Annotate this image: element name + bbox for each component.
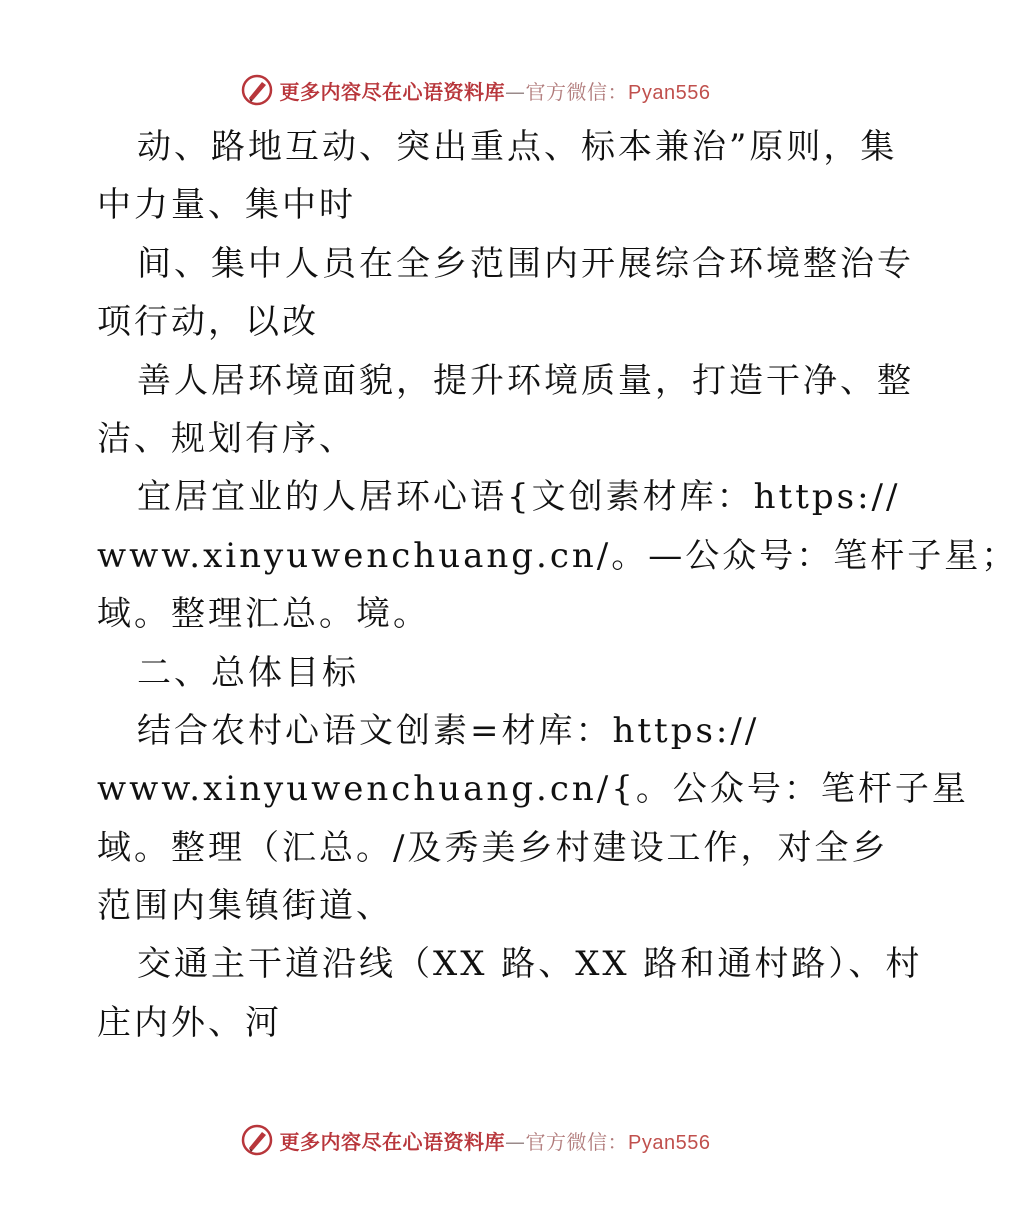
text-line: 域。整理汇总。境。 — [97, 594, 430, 635]
document-body — [97, 118, 1018, 1052]
text-line-url: www.xinyuwenchuang.cn/{。公众号：笔杆子星 — [97, 769, 969, 810]
footer-brand: 更多内容尽在心语资料库 — [279, 1129, 506, 1154]
footer-wechat-id: Pyan556 — [628, 1131, 711, 1154]
footer-dash: — — [505, 1129, 526, 1154]
header-brand: 更多内容尽在心语资料库 — [279, 79, 506, 104]
pen-logo-icon — [240, 73, 274, 107]
text-line: 中力量、集中时 — [97, 185, 356, 226]
text-line: 结合农村心语文创素=材库：https:// — [137, 710, 760, 751]
text-line: 善人居环境面貌，提升环境质量，打造干净、整 — [137, 360, 914, 401]
text-line-url: www.xinyuwenchuang.cn/。—公众号：笔杆子星； — [97, 535, 1018, 576]
text-line: 范围内集镇街道、 — [97, 886, 393, 927]
pen-logo-icon — [240, 1123, 274, 1157]
header-text — [280, 76, 711, 105]
text-line: 域。整理（汇总。/及秀美乡村建设工作，对全乡 — [97, 827, 889, 868]
text-line: 交通主干道沿线（XX 路、XX 路和通村路）、村 — [137, 944, 923, 985]
header-wechat-label: 官方微信： — [525, 79, 629, 104]
header-dash: — — [505, 79, 526, 104]
text-line: 宜居宜业的人居环心语{文创素材库：https:// — [137, 477, 901, 518]
text-line: 间、集中人员在全乡范围内开展综合环境整治专 — [137, 243, 914, 284]
text-line: 庄内外、河 — [97, 1002, 282, 1043]
text-line: 项行动，以改 — [97, 302, 319, 343]
text-line: 洁、规划有序、 — [97, 418, 356, 459]
text-line: 动、路地互动、突出重点、标本兼治”原则，集 — [137, 127, 898, 167]
footer-banner — [0, 1120, 950, 1160]
header-wechat-id: Pyan556 — [628, 81, 711, 104]
header-banner — [0, 70, 950, 110]
section-heading: 二、总体目标 — [137, 652, 359, 693]
footer-wechat-label: 官方微信： — [525, 1129, 629, 1154]
footer-text — [280, 1126, 711, 1155]
